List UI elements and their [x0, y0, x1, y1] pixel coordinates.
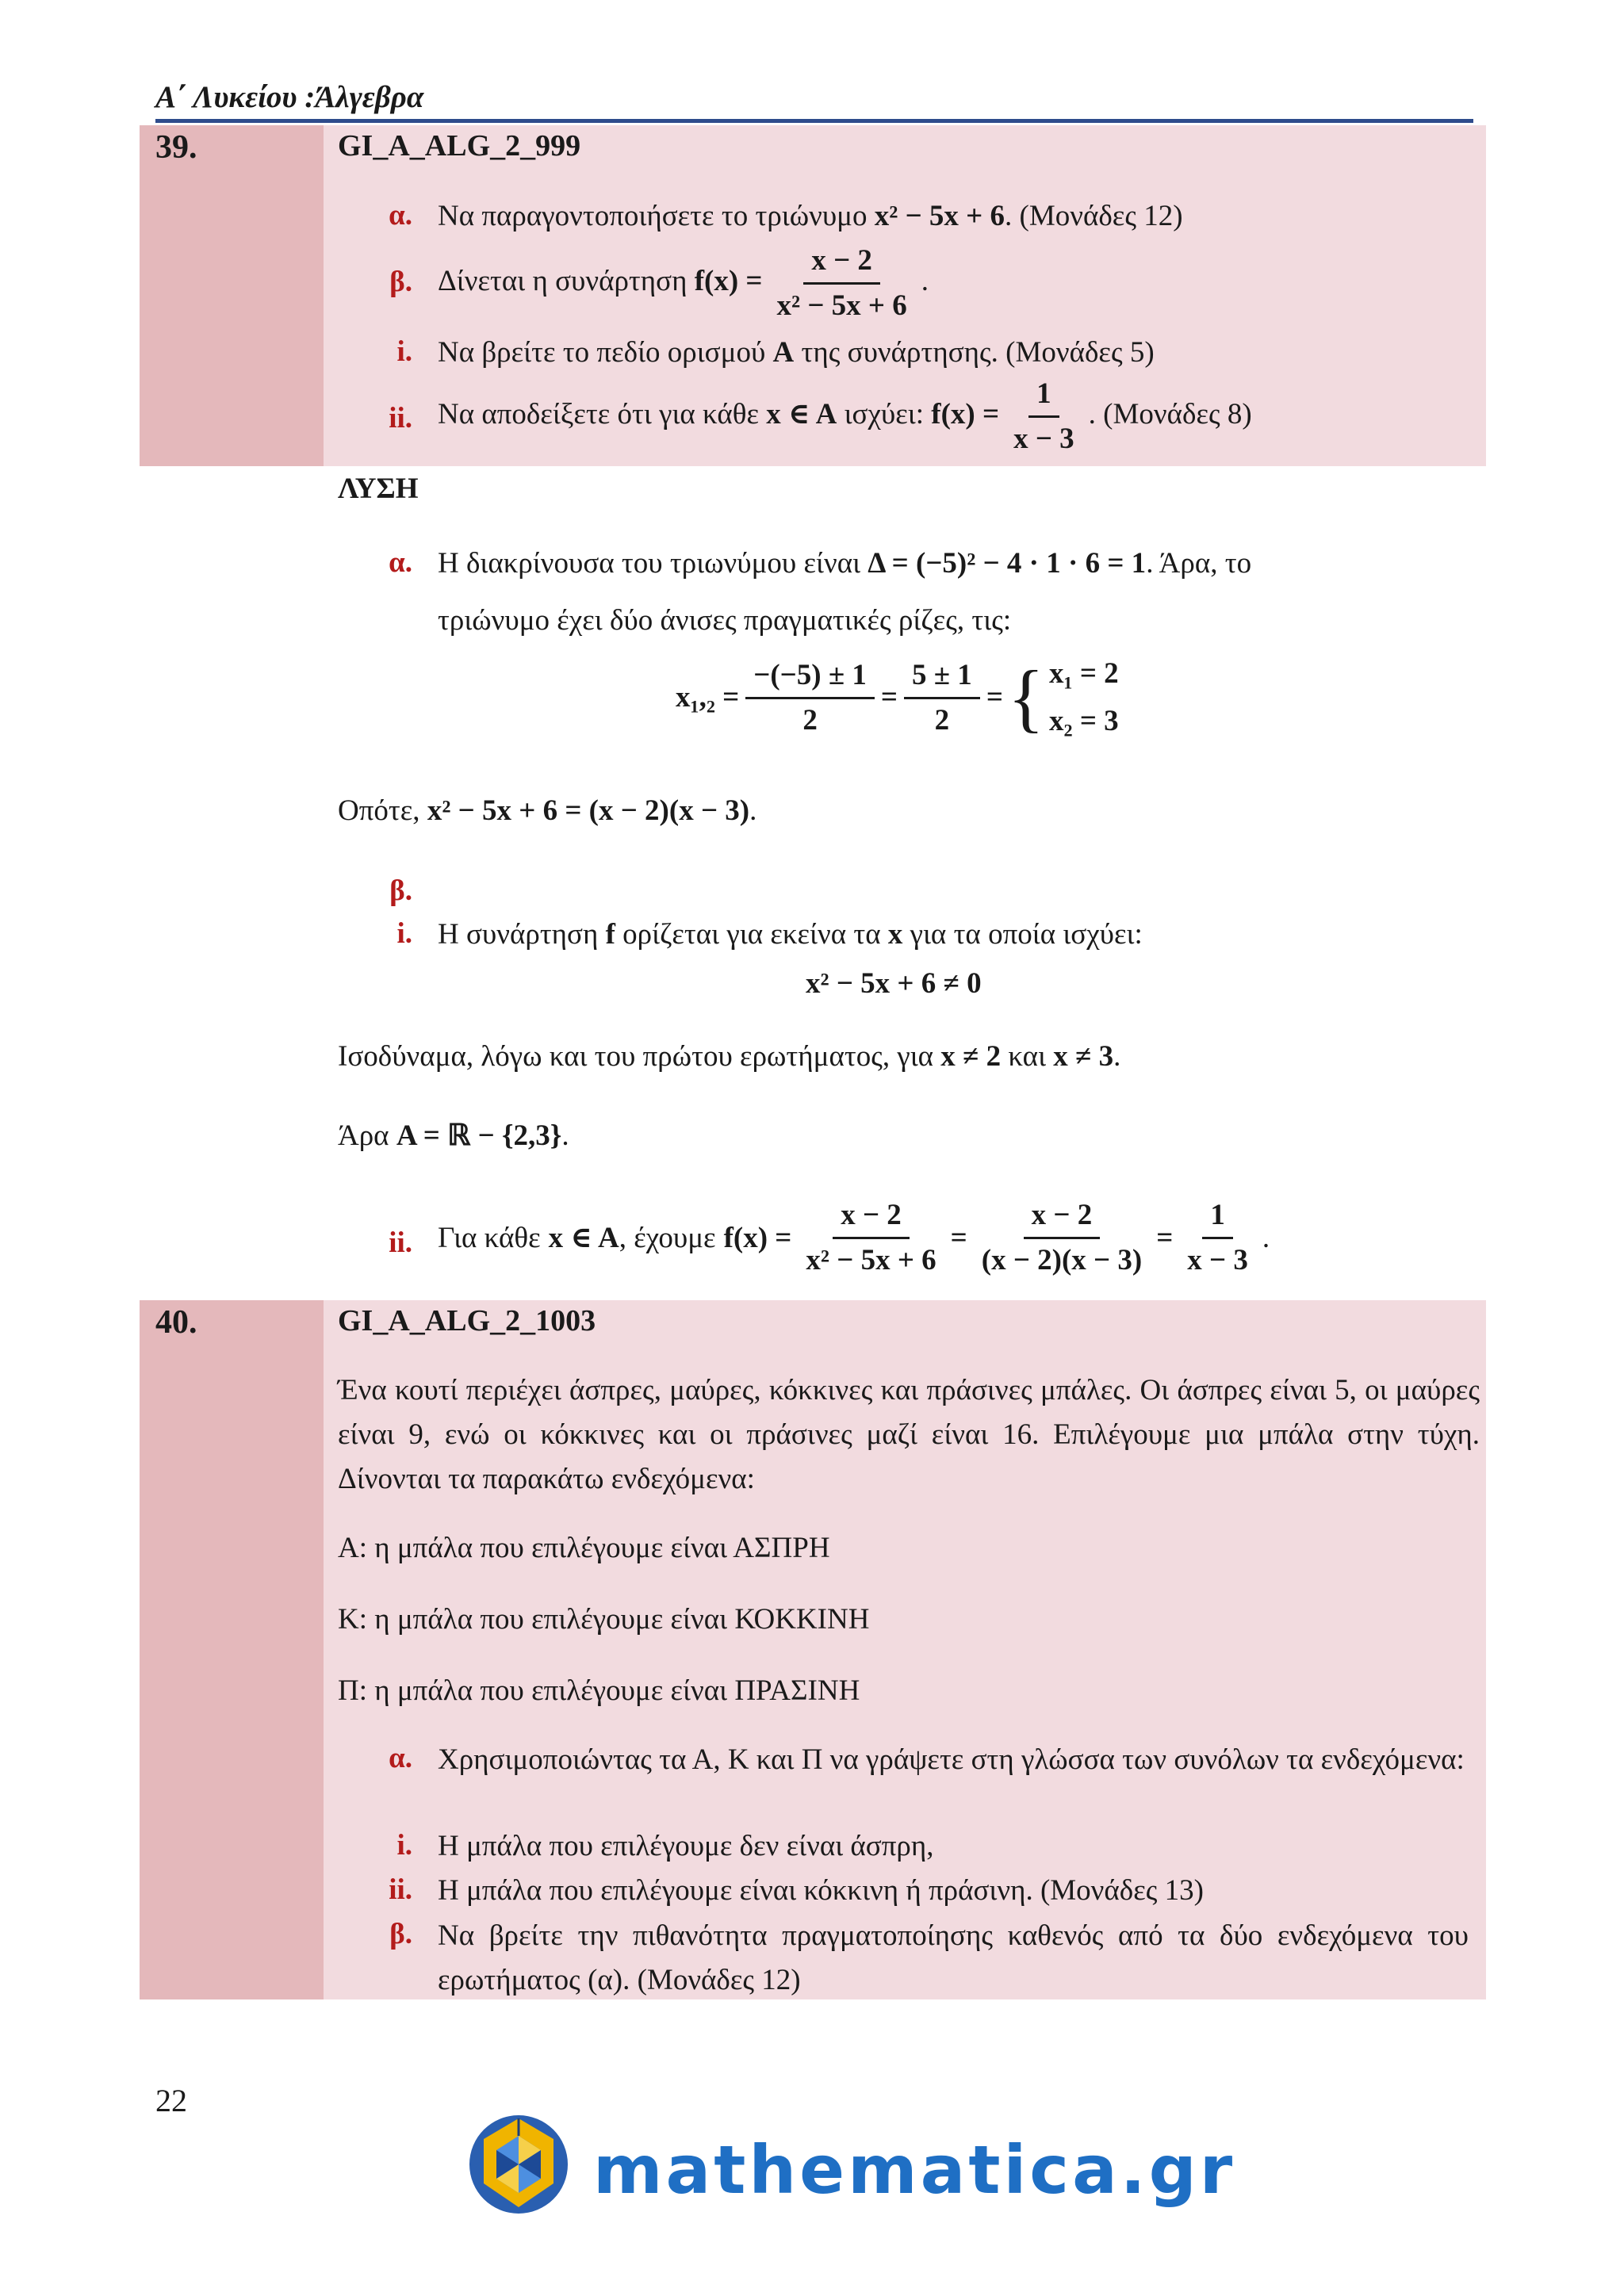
problem-40-code: GI_A_ALG_2_1003 [338, 1304, 596, 1337]
sol-bi-condition: x² − 5x + 6 ≠ 0 [806, 967, 982, 1000]
sol-bi-text: Η συνάρτηση f ορίζεται για εκείνα τα x για τα οποία ισχύει: [438, 918, 1143, 951]
p40-event-k: Κ: η μπάλα που επιλέγουμε είναι ΚΟΚΚΙΝΗ [338, 1603, 870, 1636]
problem-39-code: GI_A_ALG_2_999 [338, 129, 581, 163]
problem-39-number: 39. [155, 129, 197, 166]
p40-intro: Ένα κουτί περιέχει άσπρες, μαύρες, κόκκινες και πράσινες μπάλες. Οι άσπρες είναι 5, οι μαύρες είναι 9, ενώ οι κόκκινες και οι πράσινες μαζί είναι 16. Επιλέγουμε μια μπάλα στην τύχη. Δίνονται τα παρακάτω ενδεχόμενα: [338, 1374, 1480, 1495]
sol-roots-formula: x₁,₂ = $\frac{-(-5) \pm 1}{2}$ = $\frac{5 \pm 1}{2}$ = { x₁ = 2 x₂ = 3 [676, 650, 1119, 745]
p39-item-ii: Να αποδείξετε ότι για κάθε x ∈ A ισχύει: f(x) = $\frac{1}{x - 3}$ . (Μονάδες 8) [438, 376, 1252, 457]
problem-39-number-cell [140, 125, 324, 466]
page-number: 22 [155, 2083, 187, 2118]
p40-label-beta: β. [389, 1918, 412, 1950]
problem-40-number: 40. [155, 1304, 197, 1341]
p40-i-text: Η μπάλα που επιλέγουμε δεν είναι άσπρη, [438, 1830, 934, 1862]
sol-label-bi: i. [396, 917, 412, 950]
sol-alpha-line2: τριώνυμο έχει δύο άνισες πραγματικές ρίζες, τις: [438, 604, 1012, 637]
p39-alpha-post: . (Μονάδες 12) [1005, 200, 1183, 232]
p40-ii-text: Η μπάλα που επιλέγουμε είναι κόκκινη ή πράσινη. (Μονάδες 13) [438, 1874, 1204, 1907]
p40-label-ii: ii. [389, 1873, 412, 1906]
sol-label-bii: ii. [389, 1226, 412, 1259]
p39-label-alpha: α. [389, 199, 412, 232]
sol-alpha-line1: Η διακρίνουσα του τριωνύμου είναι Δ = (−5)² − 4 · 1 · 6 = 1. Άρα, το [438, 547, 1252, 580]
p40-label-alpha: α. [389, 1742, 412, 1774]
root-1: x₁ = 2 [1048, 657, 1119, 690]
sol-label-beta: β. [389, 874, 412, 907]
mathematica-logo-text: mathematica.gr [593, 2131, 1236, 2209]
p39-label-beta: β. [389, 266, 412, 298]
page-header-title: Α΄ Λυκείου :Άλγεβρα [155, 80, 424, 114]
p39-beta-fraction: $\frac{x - 2}{\text{x² − 5x + 6}}$ [776, 244, 907, 322]
p40-label-i: i. [396, 1829, 412, 1862]
p40-alpha-text: Χρησιμοποιώντας τα Α, Κ και Π να γράψετε στη γλώσσα των συνόλων τα ενδεχόμενα: [438, 1743, 1465, 1776]
sol-label-alpha: α. [389, 546, 412, 579]
p39-ii-fraction: $\frac{1}{x - 3}$ [1013, 377, 1074, 455]
problem-40-number-cell [140, 1300, 324, 1999]
p39-item-beta: Δίνεται η συνάρτηση f(x) = $\frac{x - 2}{\text{x² − 5x + 6}}$ . [438, 243, 929, 324]
p39-item-alpha [438, 195, 1183, 238]
p40-beta-text: Να βρείτε την πιθανότητα πραγματοποίησης καθενός από τα δύο ενδεχόμενα του ερωτήματος (α). (Μονάδες 12) [438, 1919, 1469, 1996]
sol-equivalent: Ισοδύναμα, λόγω και του πρώτου ερωτήματος, για x ≠ 2 και x ≠ 3. [338, 1040, 1121, 1073]
p39-label-i: i. [396, 335, 412, 368]
header-rule [155, 119, 1473, 123]
p40-event-p: Π: η μπάλα που επιλέγουμε είναι ΠΡΑΣΙΝΗ [338, 1674, 860, 1707]
p39-beta-text: Δίνεται η συνάρτηση [438, 264, 688, 297]
sol-bii-derivation: Για κάθε x ∈ A , έχουμε f(x) = $\frac{x - 2}{\text{x² − 5x + 6}}$ = $\frac{x - 2}{(x - 2)(x - 3)}$ = $\frac{1}{x - 3}$ . [438, 1199, 1270, 1276]
sol-factorization: Οπότε, x² − 5x + 6 = (x − 2)(x − 3). [338, 794, 757, 827]
root-2: x₂ = 3 [1048, 705, 1119, 737]
p40-event-a: Α: η μπάλα που επιλέγουμε είναι ΑΣΠΡΗ [338, 1532, 830, 1564]
p39-item-i: Να βρείτε το πεδίο ορισμού A της συνάρτησης. (Μονάδες 5) [438, 336, 1155, 369]
p39-label-ii: ii. [389, 402, 412, 434]
mathematica-logo-icon [466, 2112, 571, 2217]
p39-alpha-math: x² − 5x + 6 [874, 200, 1005, 232]
sol-domain: Άρα A = ℝ − {2,3}. [338, 1119, 569, 1152]
p39-alpha-text: Να παραγοντοποιήσετε το τριώνυμο [438, 200, 868, 232]
p39-beta-lhs: f(x) = [694, 264, 763, 297]
solution-title: ΛΥΣΗ [338, 473, 419, 505]
